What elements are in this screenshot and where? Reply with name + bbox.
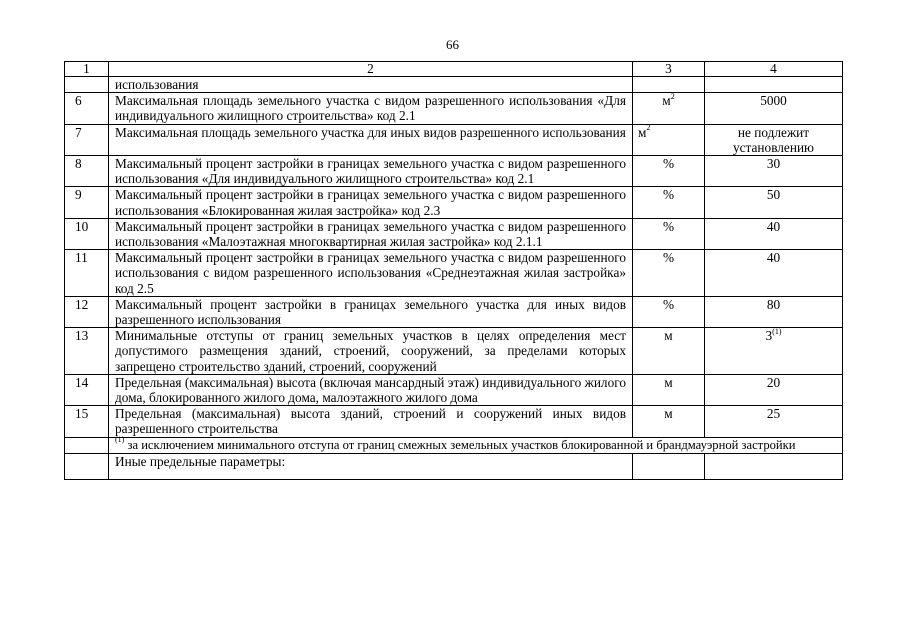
row-value: 25 — [705, 406, 843, 437]
row-unit: % — [633, 218, 705, 249]
empty-cell — [705, 77, 843, 93]
row-description: Предельная (максимальная) высота (включая мансардный этаж) индивидуального жилого дома, блокированного жилого дома, малоэтажного жилого дома — [109, 374, 633, 405]
row-description: Максимальный процент застройки в границах земельного участка с видом разрешенного использования «Блокированная жилая застройка» код 2.3 — [109, 187, 633, 218]
row-description: Максимальный процент застройки в границах земельного участка с видом разрешенного использования с видом разрешенного использования «Среднеэтажная жилая застройка» код 2.5 — [109, 250, 633, 297]
row-value: 40 — [705, 218, 843, 249]
row-unit: % — [633, 187, 705, 218]
row-value: 5000 — [705, 93, 843, 124]
row-description: Минимальные отступы от границ земельных участков в целях определения мест допустимого размещения зданий, строений, сооружений, за пределами которых запрещено строительство зданий, строений, сооружений — [109, 328, 633, 375]
row-unit: % — [633, 250, 705, 297]
row-number: 15 — [65, 406, 109, 437]
other-params-row — [65, 453, 843, 479]
column-header-2: 2 — [109, 62, 633, 77]
row-value: 30 — [705, 156, 843, 187]
row-number: 8 — [65, 156, 109, 187]
row-description: Предельная (максимальная) высота зданий, строений и сооружений иных видов разрешенного строительства — [109, 406, 633, 437]
row-number: 9 — [65, 187, 109, 218]
table-row — [65, 406, 843, 437]
column-header-3: 3 — [633, 62, 705, 77]
row-value: 40 — [705, 250, 843, 297]
row-description: Максимальный процент застройки в границах земельного участка с видом разрешенного использования «Для индивидуального жилищного строительства» код 2.1 — [109, 156, 633, 187]
column-header-1: 1 — [65, 62, 109, 77]
row-number: 7 — [65, 124, 109, 155]
continuation-text: использования — [109, 77, 633, 93]
footnote-row — [65, 437, 843, 453]
row-description: Максимальный процент застройки в границах земельного участка с видом разрешенного использования «Малоэтажная многоквартирная жилая застройка» код 2.1.1 — [109, 218, 633, 249]
row-unit: $м^2$ — [633, 93, 705, 124]
row-unit: м — [633, 406, 705, 437]
row-unit: % — [633, 296, 705, 327]
empty-cell — [65, 453, 109, 479]
other-params-label: Иные предельные параметры: — [109, 453, 633, 479]
empty-cell — [65, 77, 109, 93]
table-row — [65, 187, 843, 218]
row-description: Максимальная площадь земельного участка для иных видов разрешенного использования — [109, 124, 633, 155]
row-number: 6 — [65, 93, 109, 124]
row-unit: % — [633, 156, 705, 187]
table-row — [65, 328, 843, 375]
row-value: 20 — [705, 374, 843, 405]
empty-cell — [633, 453, 705, 479]
table-row-continuation — [65, 77, 843, 93]
empty-cell — [65, 437, 109, 453]
row-description: Максимальная площадь земельного участка с видом разрешенного использования «Для индивидуального жилищного строительства» код 2.1 — [109, 93, 633, 124]
row-value: 80 — [705, 296, 843, 327]
parameters-table — [64, 61, 843, 480]
row-unit: $м^2$ — [633, 124, 705, 155]
row-number: 13 — [65, 328, 109, 375]
row-value: не подлежит установлению — [705, 124, 843, 155]
table-row — [65, 93, 843, 124]
row-value: 50 — [705, 187, 843, 218]
table-row — [65, 156, 843, 187]
row-unit: м — [633, 328, 705, 375]
page-number: 66 — [446, 37, 459, 52]
row-description: Максимальный процент застройки в границах земельного участка для иных видов разрешенного использования — [109, 296, 633, 327]
table-row — [65, 250, 843, 297]
table-row — [65, 296, 843, 327]
row-number: 14 — [65, 374, 109, 405]
empty-cell — [633, 77, 705, 93]
row-number: 10 — [65, 218, 109, 249]
footnote-text: $^{(1)}$ за исключением минимального отступа от границ смежных земельных участков блокированной и брандмауэрной застройки — [109, 437, 843, 453]
row-number: 11 — [65, 250, 109, 297]
table-row — [65, 124, 843, 155]
row-unit: м — [633, 374, 705, 405]
table-header-row — [65, 62, 843, 77]
table-row — [65, 374, 843, 405]
column-header-4: 4 — [705, 62, 843, 77]
row-number: 12 — [65, 296, 109, 327]
row-value: 3$^{(1)}$ — [705, 328, 843, 375]
empty-cell — [705, 453, 843, 479]
table-row — [65, 218, 843, 249]
